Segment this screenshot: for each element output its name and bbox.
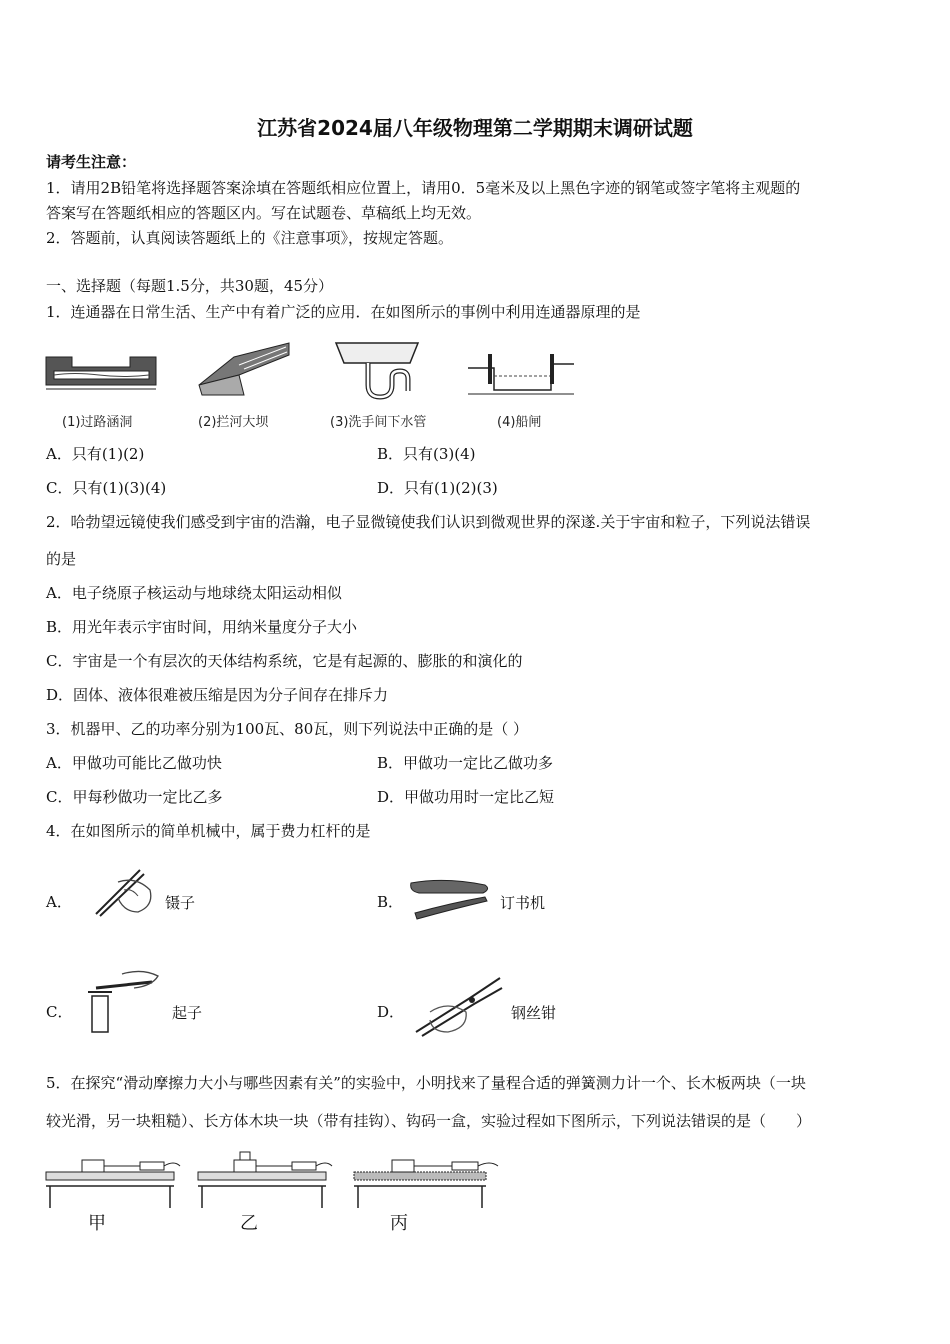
q2-option-d[interactable]: D．固体、液体很难被压缩是因为分子间存在排斥力 xyxy=(46,686,389,704)
culvert-figure xyxy=(44,345,159,400)
pliers-figure xyxy=(408,972,508,1042)
q2-stem-line-2: 的是 xyxy=(46,550,77,568)
q4-label-b: 订书机 xyxy=(500,894,546,912)
q1-caption-2: (2)拦河大坝 xyxy=(198,415,269,430)
q4-stem: 4．在如图所示的简单机械中，属于费力杠杆的是 xyxy=(46,822,371,840)
friction-setup-bing xyxy=(352,1150,512,1210)
q1-caption-4: (4)船闸 xyxy=(497,415,542,430)
notice-line-1b: 答案写在答题纸相应的答题区内。写在试题卷、草稿纸上均无效。 xyxy=(46,204,482,222)
tweezers-figure xyxy=(88,862,160,922)
q1-option-b[interactable]: B．只有(3)(4) xyxy=(377,445,476,463)
q4-label-d: 钢丝钳 xyxy=(511,1004,557,1022)
notice-heading: 请考生注意： xyxy=(46,153,137,171)
q3-option-d[interactable]: D．甲做功用时一定比乙短 xyxy=(377,788,555,806)
q4-option-c[interactable]: C． xyxy=(46,1003,73,1021)
ship-lock-figure xyxy=(466,350,576,400)
bottle-opener-figure xyxy=(82,966,164,1036)
q5-stem-line-1: 5．在探究“滑动摩擦力大小与哪些因素有关”的实验中，小明找来了量程合适的弹簧测力计一个、长木板两块（一块 xyxy=(46,1074,806,1092)
dam-figure xyxy=(194,335,294,400)
q2-option-c[interactable]: C．宇宙是一个有层次的天体结构系统，它是有起源的、膨胀的和演化的 xyxy=(46,652,523,670)
q1-stem: 1．连通器在日常生活、生产中有着广泛的应用．在如图所示的事例中利用连通器原理的是 xyxy=(46,303,641,321)
q3-option-c[interactable]: C．甲每秒做功一定比乙多 xyxy=(46,788,223,806)
q2-option-a[interactable]: A．电子绕原子核运动与地球绕太阳运动相似 xyxy=(46,584,342,602)
q3-option-b[interactable]: B．甲做功一定比乙做功多 xyxy=(377,754,554,772)
q4-option-a[interactable]: A． xyxy=(46,893,72,911)
q2-option-b[interactable]: B．用光年表示宇宙时间，用纳米量度分子大小 xyxy=(46,618,358,636)
stapler-figure xyxy=(405,875,495,920)
q1-caption-3: (3)洗手间下水管 xyxy=(330,415,427,430)
q5-label-jia: 甲 xyxy=(88,1213,106,1234)
q1-option-d[interactable]: D．只有(1)(2)(3) xyxy=(377,479,498,497)
q3-option-a[interactable]: A．甲做功可能比乙做功快 xyxy=(46,754,222,772)
q1-option-c[interactable]: C．只有(1)(3)(4) xyxy=(46,479,167,497)
friction-setup-yi xyxy=(196,1150,336,1210)
q2-stem-line-1: 2．哈勃望远镜使我们感受到宇宙的浩瀚，电子显微镜使我们认识到微观世界的深遂.关于宇宙和粒子，下列说法错误 xyxy=(46,513,811,531)
q5-label-yi: 乙 xyxy=(240,1213,258,1234)
section-heading: 一、选择题（每题1.5分，共30题，45分） xyxy=(46,277,334,295)
q4-label-a: 镊子 xyxy=(165,894,196,912)
q4-label-c: 起子 xyxy=(172,1004,203,1022)
page-title: 江苏省2024届八年级物理第二学期期末调研试题 xyxy=(257,116,693,140)
q5-stem-line-2: 较光滑，另一块粗糙）、长方体木块一块（带有挂钩）、钩码一盒，实验过程如下图所示，下列说法错误的是（ ） xyxy=(46,1112,812,1130)
sink-drain-figure xyxy=(330,335,425,405)
friction-setup-jia xyxy=(44,1150,184,1210)
q4-option-d[interactable]: D． xyxy=(377,1003,405,1021)
notice-line-1: 1．请用2B铅笔将选择题答案涂填在答题纸相应位置上，请用0．5毫米及以上黑色字迹的钢笔或签字笔将主观题的 xyxy=(46,179,801,197)
q5-label-bing: 丙 xyxy=(390,1213,408,1234)
q3-stem: 3．机器甲、乙的功率分别为100瓦、80瓦，则下列说法中正确的是（ ） xyxy=(46,720,529,738)
q1-option-a[interactable]: A．只有(1)(2) xyxy=(46,445,145,463)
q4-option-b[interactable]: B． xyxy=(377,893,404,911)
q1-caption-1: (1)过路涵洞 xyxy=(62,415,133,430)
notice-line-2: 2．答题前，认真阅读答题纸上的《注意事项》，按规定答题。 xyxy=(46,229,454,247)
